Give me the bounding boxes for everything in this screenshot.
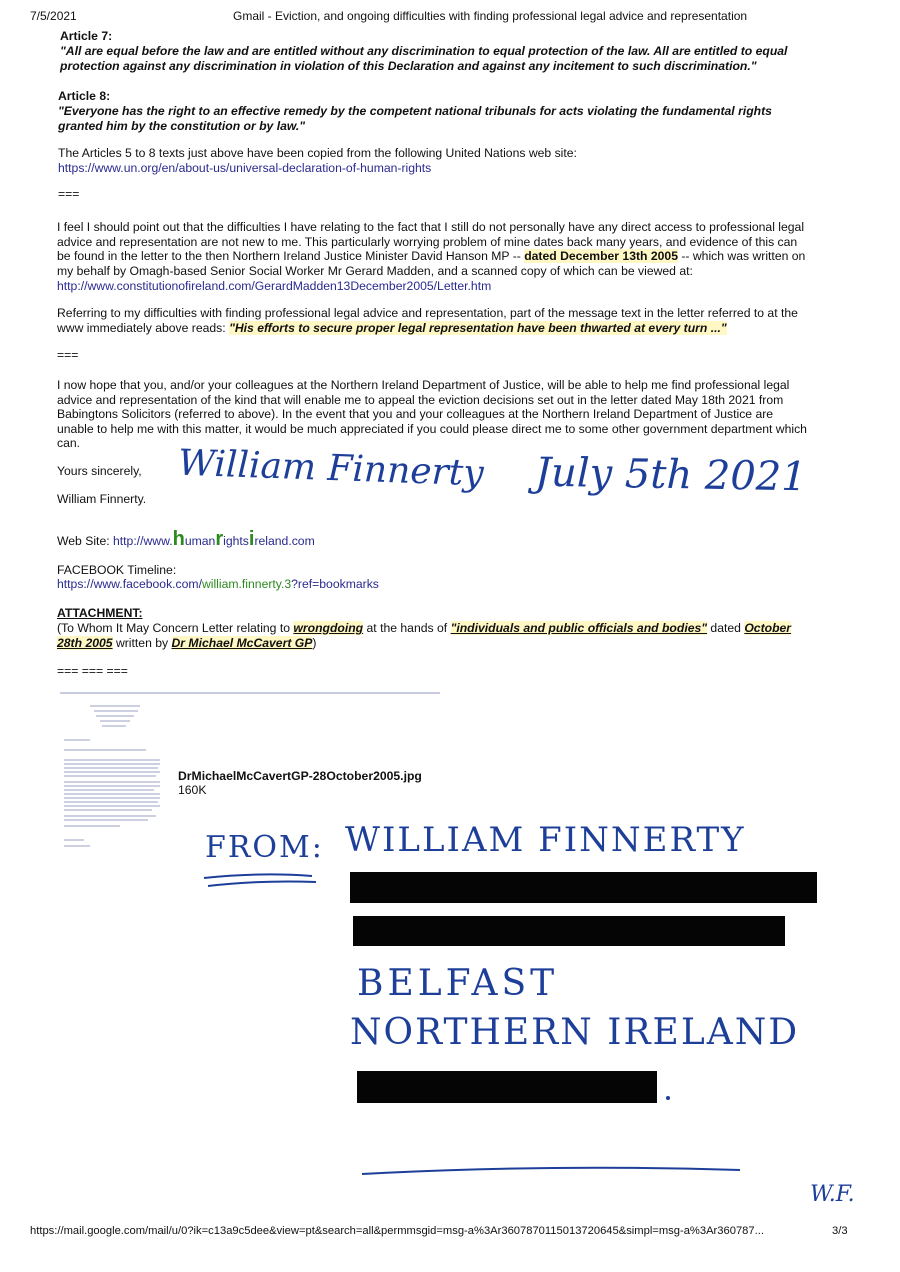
facebook-url-prefix: https://www.facebook.com/ (57, 577, 202, 591)
signature-date: July 5th 2021 (534, 449, 808, 501)
un-link[interactable]: https://www.un.org/en/about-us/universal-declaration-of-human-rights (58, 161, 432, 175)
website-label: Web Site: (57, 534, 113, 548)
separator-1: === (58, 187, 80, 201)
footer-url: https://mail.google.com/mail/u/0?ik=c13a9c5dee&view=pt&search=all&permmsgid=msg-a%3Ar3607870115013720645&simpl=msg-a%3Ar360787... (30, 1225, 764, 1237)
para1-line2: advice and representation are not new to me. This particularly worrying problem of mine dates back many years, and evidence of this can (57, 235, 798, 249)
para3-line2: advice and representation of the kind that will enable me to appeal the eviction decisions set out in the letter dated May 18th 2021 from (57, 393, 784, 407)
attachment-date-1: October (744, 621, 792, 635)
para2-line1: Referring to my difficulties with finding professional legal advice and representation, part of the message text in the letter referred to at the (57, 306, 798, 320)
article8-text-1: "Everyone has the right to an effective remedy by the competent national tribunals for acts violating the fundamental rights (58, 104, 772, 118)
website-link[interactable] (113, 528, 315, 550)
para1-line3-end: -- which was written on (677, 249, 806, 263)
signature: William Finnerty (177, 442, 485, 495)
facebook-label: FACEBOOK Timeline: (57, 563, 177, 577)
para3-line1: I now hope that you, and/or your colleagues at the Northern Ireland Department of Justice, will be able to help me find professional legal (57, 378, 790, 392)
website-part-1: uman (184, 534, 216, 548)
article8-text-2: granted him by the constitution or by law." (58, 119, 306, 133)
attachment-divider (60, 692, 440, 694)
attachment-line1 (57, 621, 791, 636)
article7-heading: Article 7: (60, 29, 113, 43)
page-number: 3/3 (832, 1225, 848, 1237)
facebook-url-suffix: ?ref=bookmarks (291, 577, 379, 591)
separator-2: === (57, 348, 79, 362)
article7-text-2: protection against any discrimination in violation of this Declaration and against any incitement to such discrimination." (60, 59, 757, 73)
attachment-thumbnail[interactable] (60, 702, 172, 852)
source-text: The Articles 5 to 8 texts just above have been copied from the following United Nations web site: (58, 146, 577, 160)
website-line (57, 528, 315, 550)
para1-date: dated December 13th 2005 (524, 249, 678, 263)
article8-heading: Article 8: (58, 89, 111, 103)
handwritten-region: NORTHERN IRELAND (350, 1012, 800, 1053)
website-letter-r: r (215, 528, 224, 550)
facebook-user: william.finnerty.3 (201, 577, 292, 591)
article7-text-1: "All are equal before the law and are entitled without any discrimination to equal protection of the law. All are entitled to equal (60, 44, 788, 58)
para2-line2 (57, 321, 727, 336)
handwritten-initials: W.F. (810, 1182, 855, 1207)
handwritten-line (360, 1162, 744, 1178)
attachment-text-a: (To Whom It May Concern Letter relating to (57, 621, 294, 635)
para2-line2-start: www immediately above reads: (57, 321, 230, 335)
redaction-bar-2 (353, 916, 785, 946)
attachment-author: Dr Michael McCavert GP (171, 636, 313, 650)
attachment-heading: ATTACHMENT: (57, 606, 143, 620)
handwritten-from: FROM: (205, 830, 324, 865)
print-date: 7/5/2021 (30, 9, 77, 23)
attachment-text-c: at the hands of (363, 621, 451, 635)
facebook-link[interactable] (57, 577, 379, 592)
attachment-date-2: 28th 2005 (57, 636, 113, 650)
redaction-bar-1 (350, 872, 817, 903)
para1-line3-start: be found in the letter to the then Northern Ireland Justice Minister David Hanson MP -- (57, 249, 525, 263)
madden-letter-link[interactable]: http://www.constitutionofireland.com/GerardMadden13December2005/Letter.htm (57, 279, 492, 293)
handwritten-period (666, 1096, 670, 1100)
website-letter-h: h (172, 528, 185, 550)
attachment-filesize: 160K (178, 783, 207, 797)
attachment-line2 (57, 636, 316, 651)
thumbnail-image (60, 702, 172, 852)
para3-line3: Babingtons Solicitors (referred to above). In the event that you and your colleagues at the Northern Ireland Department of Justice are (57, 407, 774, 421)
attachment-wrongdoing: wrongdoing (293, 621, 364, 635)
para3-line5: can. (57, 436, 81, 450)
website-prefix: http://www. (113, 534, 173, 548)
redaction-bar-3 (357, 1071, 657, 1103)
salutation: Yours sincerely, (57, 464, 142, 478)
sender-name: William Finnerty. (57, 492, 147, 506)
attachment-text-e: dated (707, 621, 745, 635)
para3-line4: unable to help me with this matter, it would be much appreciated if you could please direct me to some other government department which (57, 422, 807, 436)
attachment-text-b2: written by (112, 636, 172, 650)
attachment-close-paren: ) (312, 636, 317, 650)
handwritten-city: BELFAST (357, 963, 559, 1004)
print-title: Gmail - Eviction, and ongoing difficulties with finding professional legal advice and representation (233, 9, 748, 23)
para2-quote: "His efforts to secure proper legal representation have been thwarted at every turn ..." (229, 321, 727, 335)
website-part-2: ights (223, 534, 249, 548)
website-letter-i: i (248, 528, 255, 550)
handwritten-name: WILLIAM FINNERTY (345, 820, 746, 860)
from-underline (200, 868, 320, 890)
para1-line1: I feel I should point out that the difficulties I have relating to the fact that I still do not personally have any direct access to professional legal (57, 220, 805, 234)
attachment-filename[interactable]: DrMichaelMcCavertGP-28October2005.jpg (178, 769, 422, 783)
separator-3: === === === (57, 664, 128, 678)
website-part-3: reland.com (254, 534, 315, 548)
para1-line3 (57, 249, 805, 264)
para1-line4: my behalf by Omagh-based Senior Social Worker Mr Gerard Madden, and a scanned copy of which can be viewed at: (57, 264, 693, 278)
attachment-quote: "individuals and public officials and bodies" (450, 621, 708, 635)
